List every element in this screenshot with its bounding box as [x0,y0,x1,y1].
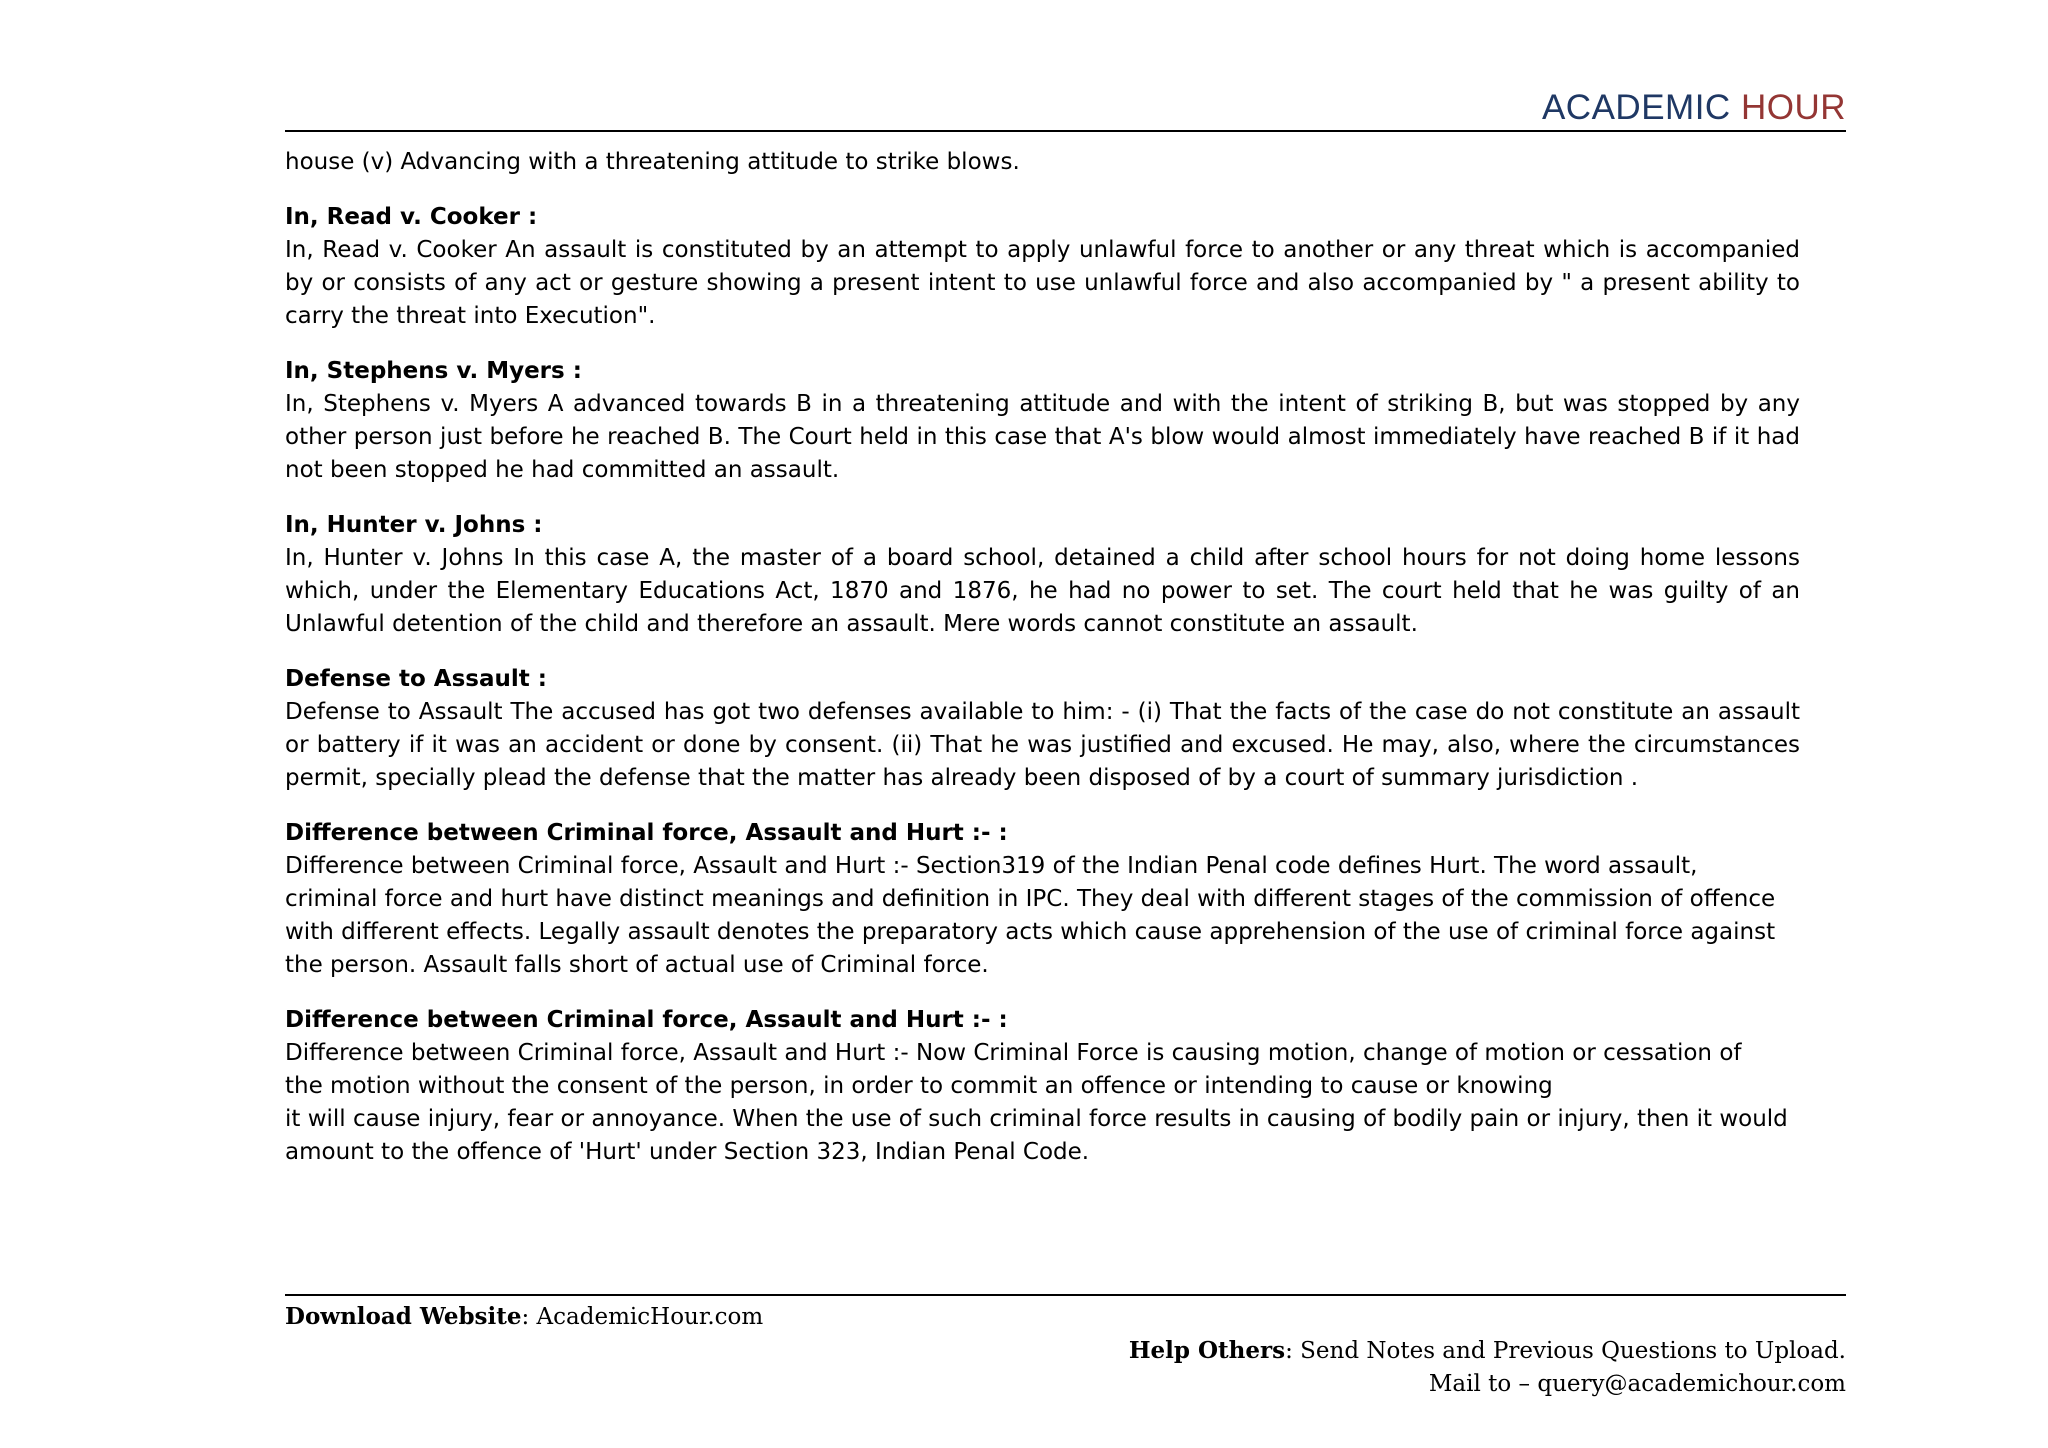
brand-hour: HOUR [1740,88,1846,127]
section-heading: In, Stephens v. Myers : [285,358,582,384]
text-line: criminal force and hurt have distinct meanings and definition in IPC. They deal with different stages of the commission of offence [285,886,1776,912]
section-text: Defense to Assault The accused has got two defenses available to him: - (i) That the facts of the case do not constitute an assault or battery if it was an accident or done by consent. (ii) That he was justified and excused. He may, also, where the circumstances permit, specially plead the defense that the matter has already been disposed of by a court of summary jurisdiction . [285,699,1800,791]
page-footer [285,1294,1846,1401]
section-text [285,850,1800,982]
brand-academic: ACADEMIC [1541,88,1731,127]
lead-paragraph: house (v) Advancing with a threatening attitude to strike blows. [285,149,1020,175]
section-heading: Difference between Criminal force, Assault and Hurt :- : [285,820,1008,846]
section-text: In, Hunter v. Johns In this case A, the master of a board school, detained a child after school hours for not doing home lessons which, under the Elementary Educations Act, 1870 and 1876, he had no power to set. The court held that he was guilty of an Unlawful detention of the child and therefore an assault. Mere words cannot constitute an assault. [285,545,1800,637]
help-others-line [285,1334,1846,1368]
section-defense-to-assault [285,663,1846,795]
help-text: : Send Notes and Previous Questions to Upload. [1285,1338,1846,1364]
section-hunter-v-johns [285,509,1846,641]
text-line: Difference between Criminal force, Assault and Hurt :- Section319 of the Indian Penal code defines Hurt. The word assault, [285,853,1698,879]
page-header [285,86,1846,132]
mail-line[interactable]: Mail to – query@academichour.com [1428,1371,1846,1397]
section-heading: In, Read v. Cooker : [285,204,538,230]
section-text: In, Stephens v. Myers A advanced towards B in a threatening attitude and with the intent of striking B, but was stopped by any other person just before he reached B. The Court held in this case that A's blow would almost immediately have reached B if it had not been stopped he had committed an assault. [285,391,1800,483]
section-heading: Defense to Assault : [285,666,547,692]
download-label: Download Website [285,1303,522,1330]
text-line: Difference between Criminal force, Assault and Hurt :- Now Criminal Force is causing motion, change of motion or cessation of [285,1040,1742,1066]
section-heading: In, Hunter v. Johns : [285,512,543,538]
text-line: the person. Assault falls short of actual use of Criminal force. [285,952,989,978]
section-difference-2 [285,1004,1846,1169]
document-page [285,0,1846,1448]
text-line: the motion without the consent of the person, in order to commit an offence or intending to cause or knowing [285,1073,1553,1099]
section-heading: Difference between Criminal force, Assault and Hurt :- : [285,1007,1008,1033]
brand-logo [1542,88,1846,127]
document-body [285,146,1846,1191]
download-link[interactable]: : AcademicHour.com [521,1304,764,1330]
text-line: amount to the offence of 'Hurt' under Section 323, Indian Penal Code. [285,1139,1090,1165]
section-text [285,1037,1846,1169]
text-line: it will cause injury, fear or annoyance. When the use of such criminal force results in causing of bodily pain or injury, then it would [285,1106,1788,1132]
help-label: Help Others [1128,1337,1286,1364]
text-line: with different effects. Legally assault denotes the preparatory acts which cause apprehension of the use of criminal force against [285,919,1776,945]
section-difference-1 [285,817,1846,982]
download-website-line [285,1300,1846,1334]
section-text: In, Read v. Cooker An assault is constituted by an attempt to apply unlawful force to another or any threat which is accompanied by or consists of any act or gesture showing a present intent to use unlawful force and also accompanied by " a present ability to carry the threat into Execution". [285,237,1800,329]
section-stephens-v-myers [285,355,1846,487]
section-read-v-cooker [285,201,1846,333]
